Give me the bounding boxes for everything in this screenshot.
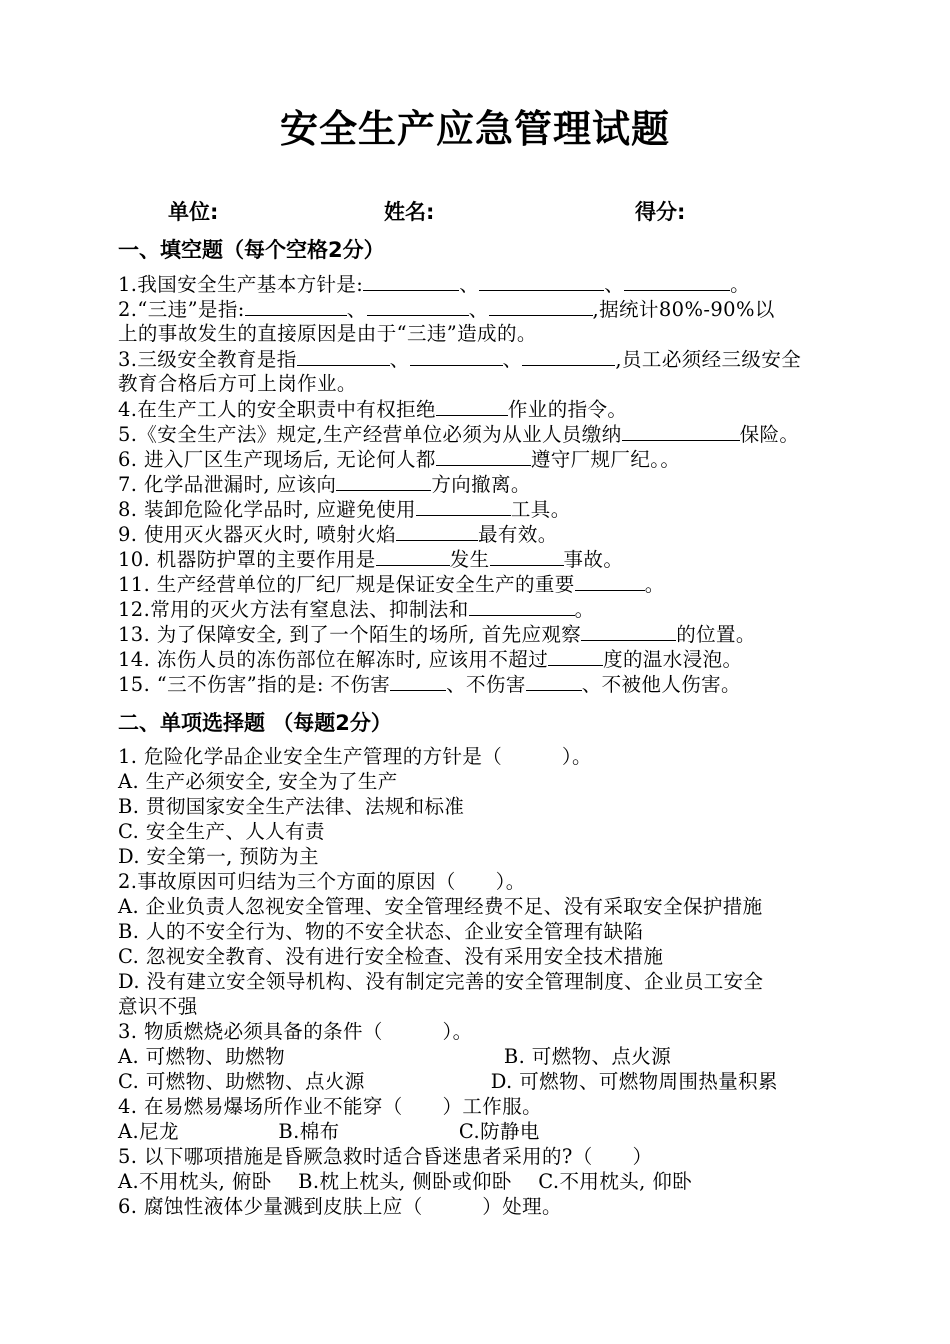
choice-option: A. 生产必须安全, 安全为了生产	[118, 770, 398, 793]
fill-question-9: 9. 使用灭火器灭火时, 喷射火焰 最有效。	[118, 523, 558, 546]
fill-question-3-cont: 教育合格后方可上岗作业。	[118, 372, 357, 395]
answer-blank[interactable]	[490, 547, 564, 566]
choice-option: D. 安全第一, 预防为主	[118, 845, 319, 868]
fill-question-13: 13. 为了保障安全, 到了一个陌生的场所, 首先应观察 的位置。	[118, 623, 756, 646]
choice-line: 3. 物质燃烧必须具备的条件（ ）。	[118, 1020, 473, 1043]
choice-option: B. 贯彻国家安全生产法律、法规和标准	[118, 795, 465, 818]
choice-option: A. 企业负责人忽视安全管理、安全管理经费不足、没有采取安全保护措施	[118, 895, 763, 918]
answer-blank[interactable]	[526, 672, 582, 691]
answer-blank[interactable]	[522, 347, 615, 366]
score-label: 得分:	[635, 200, 686, 224]
fill-question-3: 3.三级安全教育是指 、 、 ,员工必须经三级安全	[118, 348, 802, 371]
answer-blank[interactable]	[436, 447, 531, 466]
fill-question-7: 7. 化学品泄漏时, 应该向 方向撤离。	[118, 473, 531, 496]
choice-option: A.不用枕头, 俯卧 B.枕上枕头, 侧卧或仰卧 C.不用枕头, 仰卧	[118, 1170, 693, 1193]
fill-question-5: 5.《安全生产法》规定,生产经营单位必须为从业人员缴纳 保险。	[118, 423, 800, 446]
choice-option: A. 可燃物、助燃物 B. 可燃物、点火源	[118, 1045, 672, 1068]
choice-line: 6. 腐蚀性液体少量溅到皮肤上应（ ）处理。	[118, 1195, 562, 1218]
answer-blank[interactable]	[396, 522, 478, 541]
unit-label: 单位:	[168, 200, 219, 224]
answer-blank[interactable]	[622, 422, 740, 441]
answer-blank[interactable]	[245, 297, 347, 316]
answer-blank[interactable]	[489, 297, 593, 316]
page-title: 安全生产应急管理试题	[279, 107, 670, 151]
answer-blank[interactable]	[469, 597, 575, 616]
answer-blank[interactable]	[363, 272, 459, 291]
name-label: 姓名:	[384, 200, 435, 224]
choice-line: 1. 危险化学品企业安全生产管理的方针是（ ）。	[118, 745, 592, 768]
choice-line: 2.事故原因可归结为三个方面的原因（ ）。	[118, 870, 526, 893]
section-choice-heading: 二、单项选择题 （每题2分）	[118, 711, 392, 735]
choice-option: C. 可燃物、助燃物、点火源 D. 可燃物、可燃物周围热量积累	[118, 1070, 778, 1093]
answer-blank[interactable]	[376, 547, 450, 566]
choice-option-cont: 意识不强	[118, 995, 198, 1018]
fill-question-1: 1.我国安全生产基本方针是: 、 、 。	[118, 273, 750, 296]
fill-question-10: 10. 机器防护罩的主要作用是 发生 事故。	[118, 548, 624, 571]
answer-blank[interactable]	[575, 572, 645, 591]
fill-question-2: 2.“三违”是指: 、 、 ,据统计80%-90%以	[118, 298, 775, 321]
answer-blank[interactable]	[581, 622, 676, 641]
fill-question-2-cont: 上的事故发生的直接原因是由于“三违”造成的。	[118, 322, 537, 345]
choice-option: C. 忽视安全教育、没有进行安全检查、没有采用安全技术措施	[118, 945, 664, 968]
answer-blank[interactable]	[479, 272, 604, 291]
fill-question-14: 14. 冻伤人员的冻伤部位在解冻时, 应该用不超过 度的温水浸泡。	[118, 648, 743, 671]
fill-question-8: 8. 装卸危险化学品时, 应避免使用 工具。	[118, 498, 571, 521]
answer-blank[interactable]	[410, 347, 503, 366]
choice-line: 4. 在易燃易爆场所作业不能穿（ ）工作服。	[118, 1095, 543, 1118]
answer-blank[interactable]	[548, 647, 603, 666]
fill-question-6: 6. 进入厂区生产现场后, 无论何人都 遵守厂规厂纪。。	[118, 448, 681, 471]
choice-option: C. 安全生产、人人有责	[118, 820, 325, 843]
answer-blank[interactable]	[416, 497, 511, 516]
answer-blank[interactable]	[436, 397, 508, 416]
fill-question-11: 11. 生产经营单位的厂纪厂规是保证安全生产的重要 。	[118, 573, 665, 596]
choice-option: A.尼龙 B.棉布 C.防静电	[118, 1120, 540, 1143]
answer-blank[interactable]	[336, 472, 431, 491]
fill-question-15: 15. “三不伤害”指的是: 不伤害 、不伤害 、不被他人伤害。	[118, 673, 741, 696]
choice-line: 5. 以下哪项措施是昏厥急救时适合昏迷患者采用的?（ ）	[118, 1145, 653, 1168]
choice-option: B. 人的不安全行为、物的不安全状态、企业安全管理有缺陷	[118, 920, 644, 943]
answer-blank[interactable]	[390, 672, 446, 691]
fill-question-4: 4.在生产工人的安全职责中有权拒绝 作业的指令。	[118, 398, 628, 421]
answer-blank[interactable]	[624, 272, 730, 291]
section-fill-in-heading: 一、填空题（每个空格2分）	[118, 238, 385, 262]
answer-blank[interactable]	[367, 297, 469, 316]
choice-option: D. 没有建立安全领导机构、没有制定完善的安全管理制度、企业员工安全	[118, 970, 764, 993]
answer-blank[interactable]	[297, 347, 390, 366]
fill-question-12: 12.常用的灭火方法有窒息法、抑制法和 。	[118, 598, 595, 621]
